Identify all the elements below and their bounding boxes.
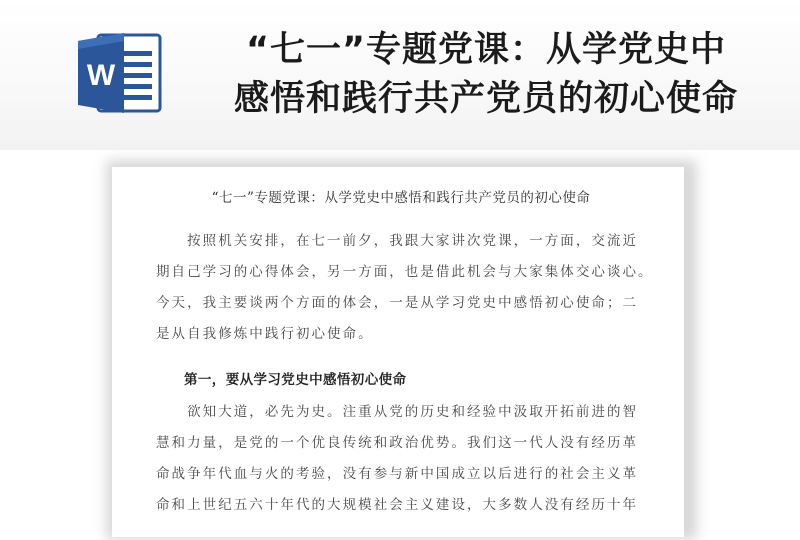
paragraph-1	[156, 226, 654, 350]
document-title: “七一”专题党课：从学党史中感悟和践行共产党员的初心使命	[211, 190, 591, 206]
paragraph-line: 是从自我修炼中践行初心使命。	[156, 326, 374, 342]
paragraph-line: 期自己学习的心得体会，另一方面，也是借此机会与大家集体交心谈心。	[156, 264, 654, 280]
paragraph-line: 按照机关安排，在七一前夕，我跟大家讲次党课，一方面，交流近	[156, 233, 639, 249]
word-document-icon	[76, 31, 164, 115]
svg-text:W: W	[86, 59, 116, 92]
paragraph-line: 欲知大道，必先为史。注重从党的历史和经验中汲取开拓前进的智	[156, 404, 639, 420]
paragraph-line: 命战争年代血与火的考验，没有参与新中国成立以后进行的社会主义革	[156, 466, 639, 482]
banner	[0, 0, 800, 150]
document-page	[112, 167, 684, 537]
paragraph-line: 今天，我主要谈两个方面的体会，一是从学习党史中感悟初心使命；二	[156, 295, 639, 311]
banner-title-line-2: 感悟和践行共产党员的初心使命	[233, 79, 738, 119]
paragraph-line: 慧和力量，是党的一个优良传统和政治优势。我们这一代人没有经历革	[156, 435, 639, 451]
paragraph-line: 命和上世纪五六十年代的大规模社会主义建设，大多数人没有经历十年	[156, 497, 639, 513]
section-heading: 第一，要从学习党史中感悟初心使命	[184, 372, 407, 388]
banner-title-line-1: “七一”专题党课：从学党史中	[245, 30, 726, 70]
paragraph-2	[156, 397, 646, 521]
banner-title	[186, 26, 786, 124]
